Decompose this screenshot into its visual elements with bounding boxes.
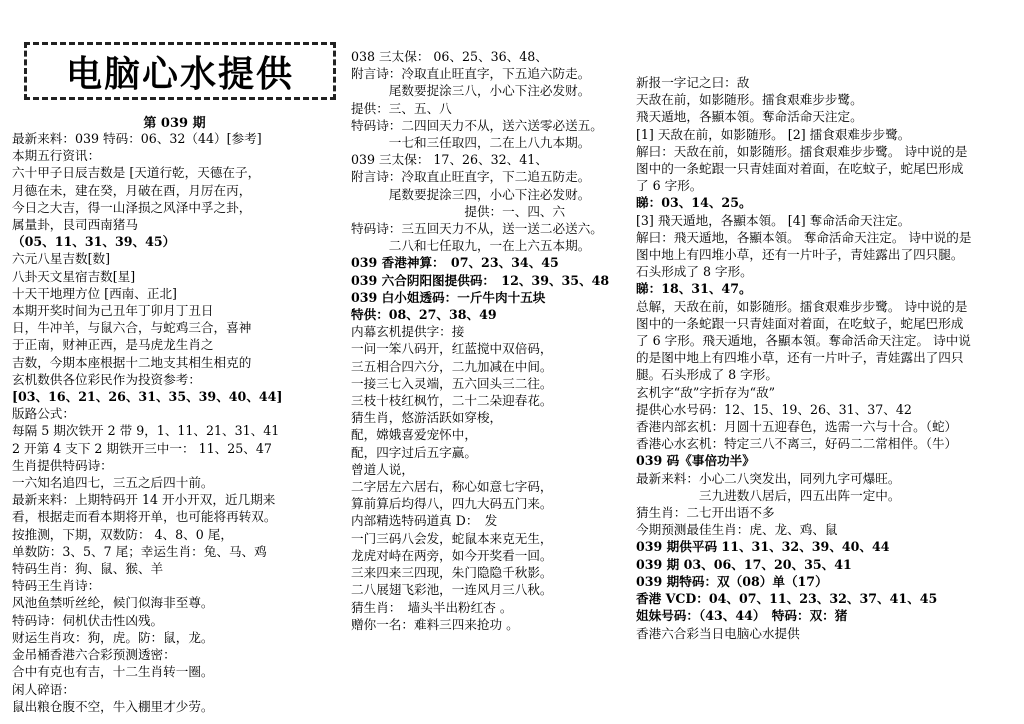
col3-line: 最新来料：小心二八突发出，同列九字可爆旺。 — [636, 470, 901, 486]
col3-line: 睇：03、14、25。 — [636, 195, 752, 211]
col1-line: 特码王生肖诗： — [12, 578, 101, 594]
col1-line: 特码生肖：狗、鼠、猴、羊 — [12, 561, 164, 577]
col2-line: 特码诗：三五回天力不从，送一送二必送六。 — [351, 221, 603, 237]
col1-line: 本期开奖时间为己丑年丁卯月丁丑日 — [12, 303, 214, 319]
col3-line: 飛天遁地，各顯本領。奪命活命天注定。 — [636, 109, 863, 125]
col2-line: 三五相合四六分，二九加减在中间。 — [351, 358, 553, 374]
col3-line: 香港内部玄机：月圆十五迎春色，选需一六与十合。（蛇） — [636, 419, 958, 435]
col3-line: 腿。石头形成了 8 字形。 — [636, 367, 778, 383]
col2-line: 尾数要捉涂三八，小心下注必发财。 — [351, 83, 591, 99]
col1-line: 今日之大吉，得一山泽损之风泽中孚之卦， — [12, 199, 252, 215]
col1-line: 六十甲子日辰吉数是 [天道行乾，天德在子， — [12, 165, 261, 181]
col3-line: 今期预测最佳生肖：虎、龙、鸡、鼠 — [636, 522, 838, 538]
col1-line: 八卦天文星宿吉数[星] — [12, 268, 136, 284]
col2-line: 配，四字过后五字赢。 — [351, 444, 477, 460]
col3-line: 解曰：飛天遁地，各顯本領。 奪命活命天注定。 诗中说的是 — [636, 229, 972, 245]
col2-line: 二字居左六居右，称心如意七字码， — [351, 479, 553, 495]
col2-line: 赠你一名：难料三四来抢功 。 — [351, 616, 519, 632]
col1-line: 最新来料：上期特码开 14 开小开双，近几期来 — [12, 492, 276, 508]
col1-line: （05、11、31、39、45） — [12, 234, 176, 250]
col3-line: 三九进数八居后，四五出阵一定中。 — [636, 487, 901, 503]
col3-line: 新报一字记之曰：敌 — [636, 75, 750, 90]
col1-line: 看，根据走而看本期将开单，也可能将再转双。 — [12, 509, 277, 525]
col2-line: 猜生肖： 墙头半出粉红杏 。 — [351, 599, 513, 615]
col1-line: 属量卦，艮司西南猪马 — [12, 217, 138, 233]
col1-line: 于正南，财神正西，是马虎龙生肖之 — [12, 337, 214, 353]
col1-line: 一六知名追四七，三五之后四十前。 — [12, 475, 214, 491]
col3-line: 039 期供平码 11、31、32、39、40、44 — [636, 539, 890, 555]
middle-column-text — [351, 48, 609, 633]
col1-line: 最新来料：039 特码：06、32（44）[参考] — [12, 131, 262, 146]
col3-line: 猜生肖：二七开出语不多 — [636, 505, 775, 521]
col1-line: 金吊桶香港六合彩预测透密： — [12, 647, 176, 663]
col2-line: 038 三太保： 06、25、36、48、 — [351, 49, 548, 64]
col1-line: 鼠出粮仓腹不空，牛入棚里才少劳。 — [12, 698, 214, 714]
col3-line: 了 6 字形。 — [636, 178, 703, 194]
col3-line: 香港 VCD：04、07、11、23、32、37、41、45 — [636, 591, 938, 607]
col3-line: 的是图中地上有四堆小草，还有一片叶子，青娃露出了四只 — [636, 350, 964, 366]
col2-line: 一门三码八会发，蛇鼠本来克无生， — [351, 530, 553, 546]
col3-line: 039 期特码：双（08）单（17） — [636, 573, 828, 589]
col1-line: 单数防：3、5、7 尾；幸运生肖：兔、马、鸡 — [12, 543, 267, 559]
issue-number: 第 039 期 — [143, 116, 206, 131]
col1-line: 版路公式： — [12, 406, 75, 422]
col3-line: 总解，天敌在前，如影随形。擂食艰难步步鹭。 诗中说的是 — [636, 298, 968, 314]
col2-line: 039 白小姐透码：一斤牛肉十五块 — [351, 289, 546, 305]
col1-line: 2 开第 4 支下 2 期铁开三中一： 11、25、47 — [12, 440, 272, 456]
col1-line: 十天干地理方位 [西南、正北] — [12, 285, 177, 301]
col2-line: 039 六合阴阳图提供码： 12、39、35、48 — [351, 272, 610, 288]
right-column-text — [636, 74, 971, 642]
col3-line: [1] 天敌在前，如影随形。 [2] 擂食艰难步步鹭。 — [636, 126, 911, 142]
col1-line: 生肖提供特码诗： — [12, 457, 113, 473]
col2-line: 曾道人说， — [351, 461, 414, 477]
col1-line: [03、16、21、26、31、35、39、40、44] — [12, 389, 283, 405]
col1-line: 六元八星吉数[数] — [12, 251, 110, 267]
col1-line: 按推测，下期，双数防： 4、8、0 尾， — [12, 526, 233, 542]
col2-line: 三枝十枝红枫竹，二十二朵迎春花。 — [351, 393, 553, 409]
col3-line: 解曰：天敌在前，如影随形。擂食艰难步步鹭。 诗中说的是 — [636, 143, 968, 159]
col1-line: 玄机数供各位彩民作为投资参考： — [12, 371, 201, 387]
col3-line: 039 码《事倍功半》 — [636, 453, 755, 469]
col2-line: 龙虎对峙在两旁，如今开奖看一回。 — [351, 547, 553, 563]
col2-line: 二八展翅飞彩池，一连风月三八秋。 — [351, 582, 553, 598]
col2-line: 内部精选特码道真 D： 发 — [351, 513, 498, 529]
col2-line: 039 香港神算： 07、23、34、45 — [351, 255, 559, 271]
col2-line: 特码诗：二四回天力不从，送六送零必送五。 — [351, 117, 603, 133]
col2-line: 配，嫦娥喜爱宠怀中， — [351, 427, 477, 443]
col3-line: 图中的一条蛇跟一只青娃面对着面，在吃蚊子，蛇尾巴形成 — [636, 161, 964, 177]
col3-line: 提供心水号码：12、15、19、26、31、37、42 — [636, 401, 912, 417]
col3-line: 石头形成了 8 字形。 — [636, 264, 753, 280]
col2-line: 提供：一、四、六 — [351, 203, 566, 219]
col2-line: 二八和七任取九，一在上六五本期。 — [351, 238, 591, 254]
col1-line: 本期五行资讯： — [12, 148, 101, 164]
col1-line: 合中有克也有吉，十二生肖转一圈。 — [12, 664, 214, 680]
page-title: 电脑心水提供 — [65, 53, 294, 95]
col2-line: 特供：08、27、38、49 — [351, 307, 497, 323]
col3-line: 香港六合彩当日电脑心水提供 — [636, 625, 800, 641]
col2-line: 一接三七入灵端，五六回头三二往。 — [351, 375, 553, 391]
col1-line: 财运生肖攻：狗，虎。防：鼠，龙。 — [12, 629, 214, 645]
col2-line: 尾数要捉涂三四，小心下注必发财。 — [351, 186, 591, 202]
left-column-text — [12, 130, 282, 715]
col3-line: 睇：18、31、47。 — [636, 281, 752, 297]
col3-line: [3] 飛天遁地，各顯本領。 [4] 奪命活命天注定。 — [636, 212, 911, 228]
col1-line: 日，牛冲羊，与鼠六合，与蛇鸡三合，喜神 — [12, 320, 252, 336]
col3-line: 039 期 03、06、17、20、35、41 — [636, 556, 852, 572]
col3-line: 图中的一条蛇跟一只青娃面对着面，在吃蚊子，蛇尾巴形成 — [636, 315, 964, 331]
col3-line: 天敌在前，如影随形。擂食艰难步步鹭。 — [636, 92, 863, 108]
col1-line: 风池鱼禁听丝纶，候门似海非至尊。 — [12, 595, 214, 611]
col1-line: 每隔 5 期次铁开 2 带 9，1、11、21、31、41 — [12, 423, 280, 439]
col3-line: 了 6 字形。飛天遁地，各顯本領。奪命活命天注定。 诗中说 — [636, 333, 971, 349]
col2-line: 一七和三任取四，二在上八九本期。 — [351, 135, 591, 151]
title-box — [24, 42, 336, 100]
col2-line: 三来四来三四现，朱门隐隐千秋影。 — [351, 565, 553, 581]
col2-line: 039 三太保： 17、26、32、41、 — [351, 152, 548, 168]
col1-line: 月德在未，建在癸，月破在酉，月厉在丙， — [12, 182, 252, 198]
col1-line: 特码诗：伺机伏击性凶残。 — [12, 612, 164, 628]
col1-line: 闲人碎语： — [12, 681, 75, 697]
col1-line: 吉数，今期本座根据十二地支其相生相克的 — [12, 354, 252, 370]
col3-line: 玄机字“敌”字折存为“敌” — [636, 384, 776, 400]
col2-line: 附言诗：冷取直止旺直字，下二追五防走。 — [351, 169, 591, 185]
col2-line: 猜生肖，悠游活跃如穿梭， — [351, 410, 503, 426]
col3-line: 姐妹号码：（43、44） 特码：双：猪 — [636, 608, 848, 624]
col2-line: 算前算后均得八，四九大码五门来。 — [351, 496, 553, 512]
col3-line: 图中地上有四堆小草，还有一片叶子，青娃露出了四只腿。 — [636, 247, 964, 263]
col3-line: 香港心水玄机：特定三八不离三，好码二二常相伴。（牛） — [636, 436, 958, 452]
col2-line: 附言诗：冷取直止旺直字，下五追六防走。 — [351, 66, 591, 82]
col2-line: 提供：三、五、八 — [351, 100, 452, 116]
col2-line: 一问一笨八码开，红蓝搅中双倍码， — [351, 341, 553, 357]
col2-line: 内幕玄机提供字：接 — [351, 324, 465, 340]
